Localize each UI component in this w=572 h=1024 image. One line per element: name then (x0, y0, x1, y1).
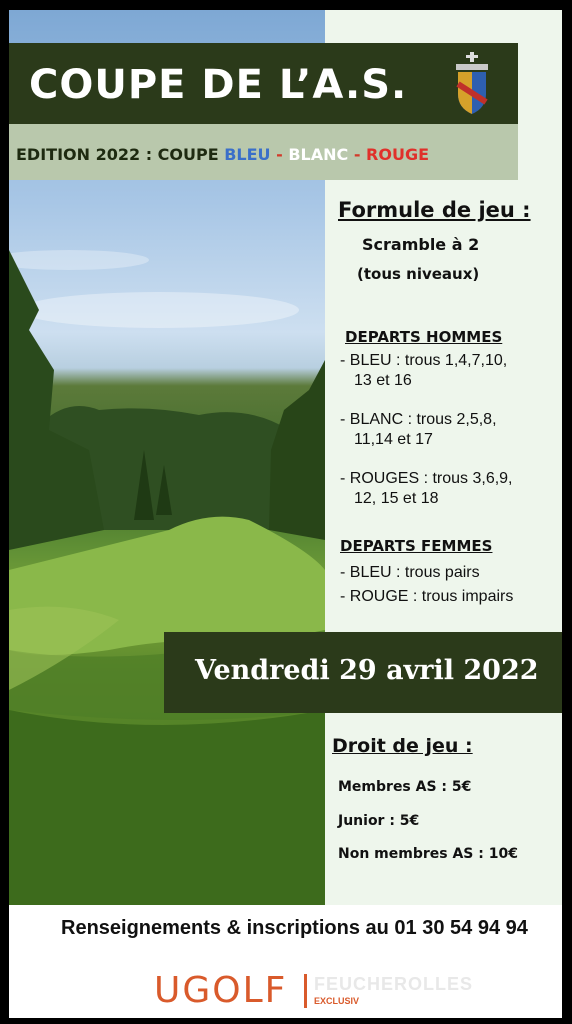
ugolf-wordmark: UGOLF (154, 970, 288, 1011)
depart-hommes-blanc (340, 410, 497, 450)
depart-femmes-bleu: - BLEU : trous pairs (340, 564, 480, 581)
departs-hommes-heading: DEPARTS HOMMES (345, 328, 503, 346)
depart-hommes-bleu (340, 351, 507, 391)
depart-femmes-rouge: - ROUGE : trous impairs (340, 588, 514, 605)
list-item: - BLEU : trous 1,4,7,10, (340, 352, 508, 369)
depart-hommes-rouges (340, 469, 513, 509)
rouge-label: ROUGE (366, 145, 430, 164)
list-item: 12, 15 et 18 (354, 490, 439, 507)
crest-icon (452, 50, 492, 116)
list-item: 13 et 16 (354, 372, 412, 389)
price-membres: Membres AS : 5€ (338, 779, 472, 795)
blanc-label: BLANC (288, 145, 349, 164)
poster-title: COUPE DE L’A.S. (29, 62, 408, 108)
list-item: - BLANC : trous 2,5,8, (340, 411, 497, 428)
separator: - (353, 145, 361, 164)
price-junior: Junior : 5€ (338, 813, 420, 829)
formule-line: Scramble à 2 (362, 235, 480, 254)
formule-heading: Formule de jeu : (338, 198, 531, 222)
logo-name: FEUCHEROLLES (314, 974, 474, 994)
logo-divider (304, 974, 307, 1008)
edition-line (16, 145, 429, 164)
contact-line: Renseignements & inscriptions au 01 30 54 94 94 (61, 917, 528, 939)
event-date: Vendredi 29 avril 2022 (195, 655, 539, 686)
bleu-label: BLEU (224, 145, 271, 164)
formule-level: (tous niveaux) (357, 265, 480, 283)
edition-prefix: EDITION 2022 : COUPE (16, 145, 219, 164)
droit-heading: Droit de jeu : (332, 735, 473, 757)
price-non-membres: Non membres AS : 10€ (338, 846, 518, 862)
list-item: 11,14 et 17 (354, 431, 433, 448)
ugolf-logo (154, 970, 484, 1012)
separator: - (276, 145, 283, 164)
departs-femmes-heading: DEPARTS FEMMES (340, 537, 493, 555)
list-item: - ROUGES : trous 3,6,9, (340, 470, 513, 487)
poster (9, 10, 562, 1018)
logo-sub: EXCLUSIV (314, 996, 360, 1006)
